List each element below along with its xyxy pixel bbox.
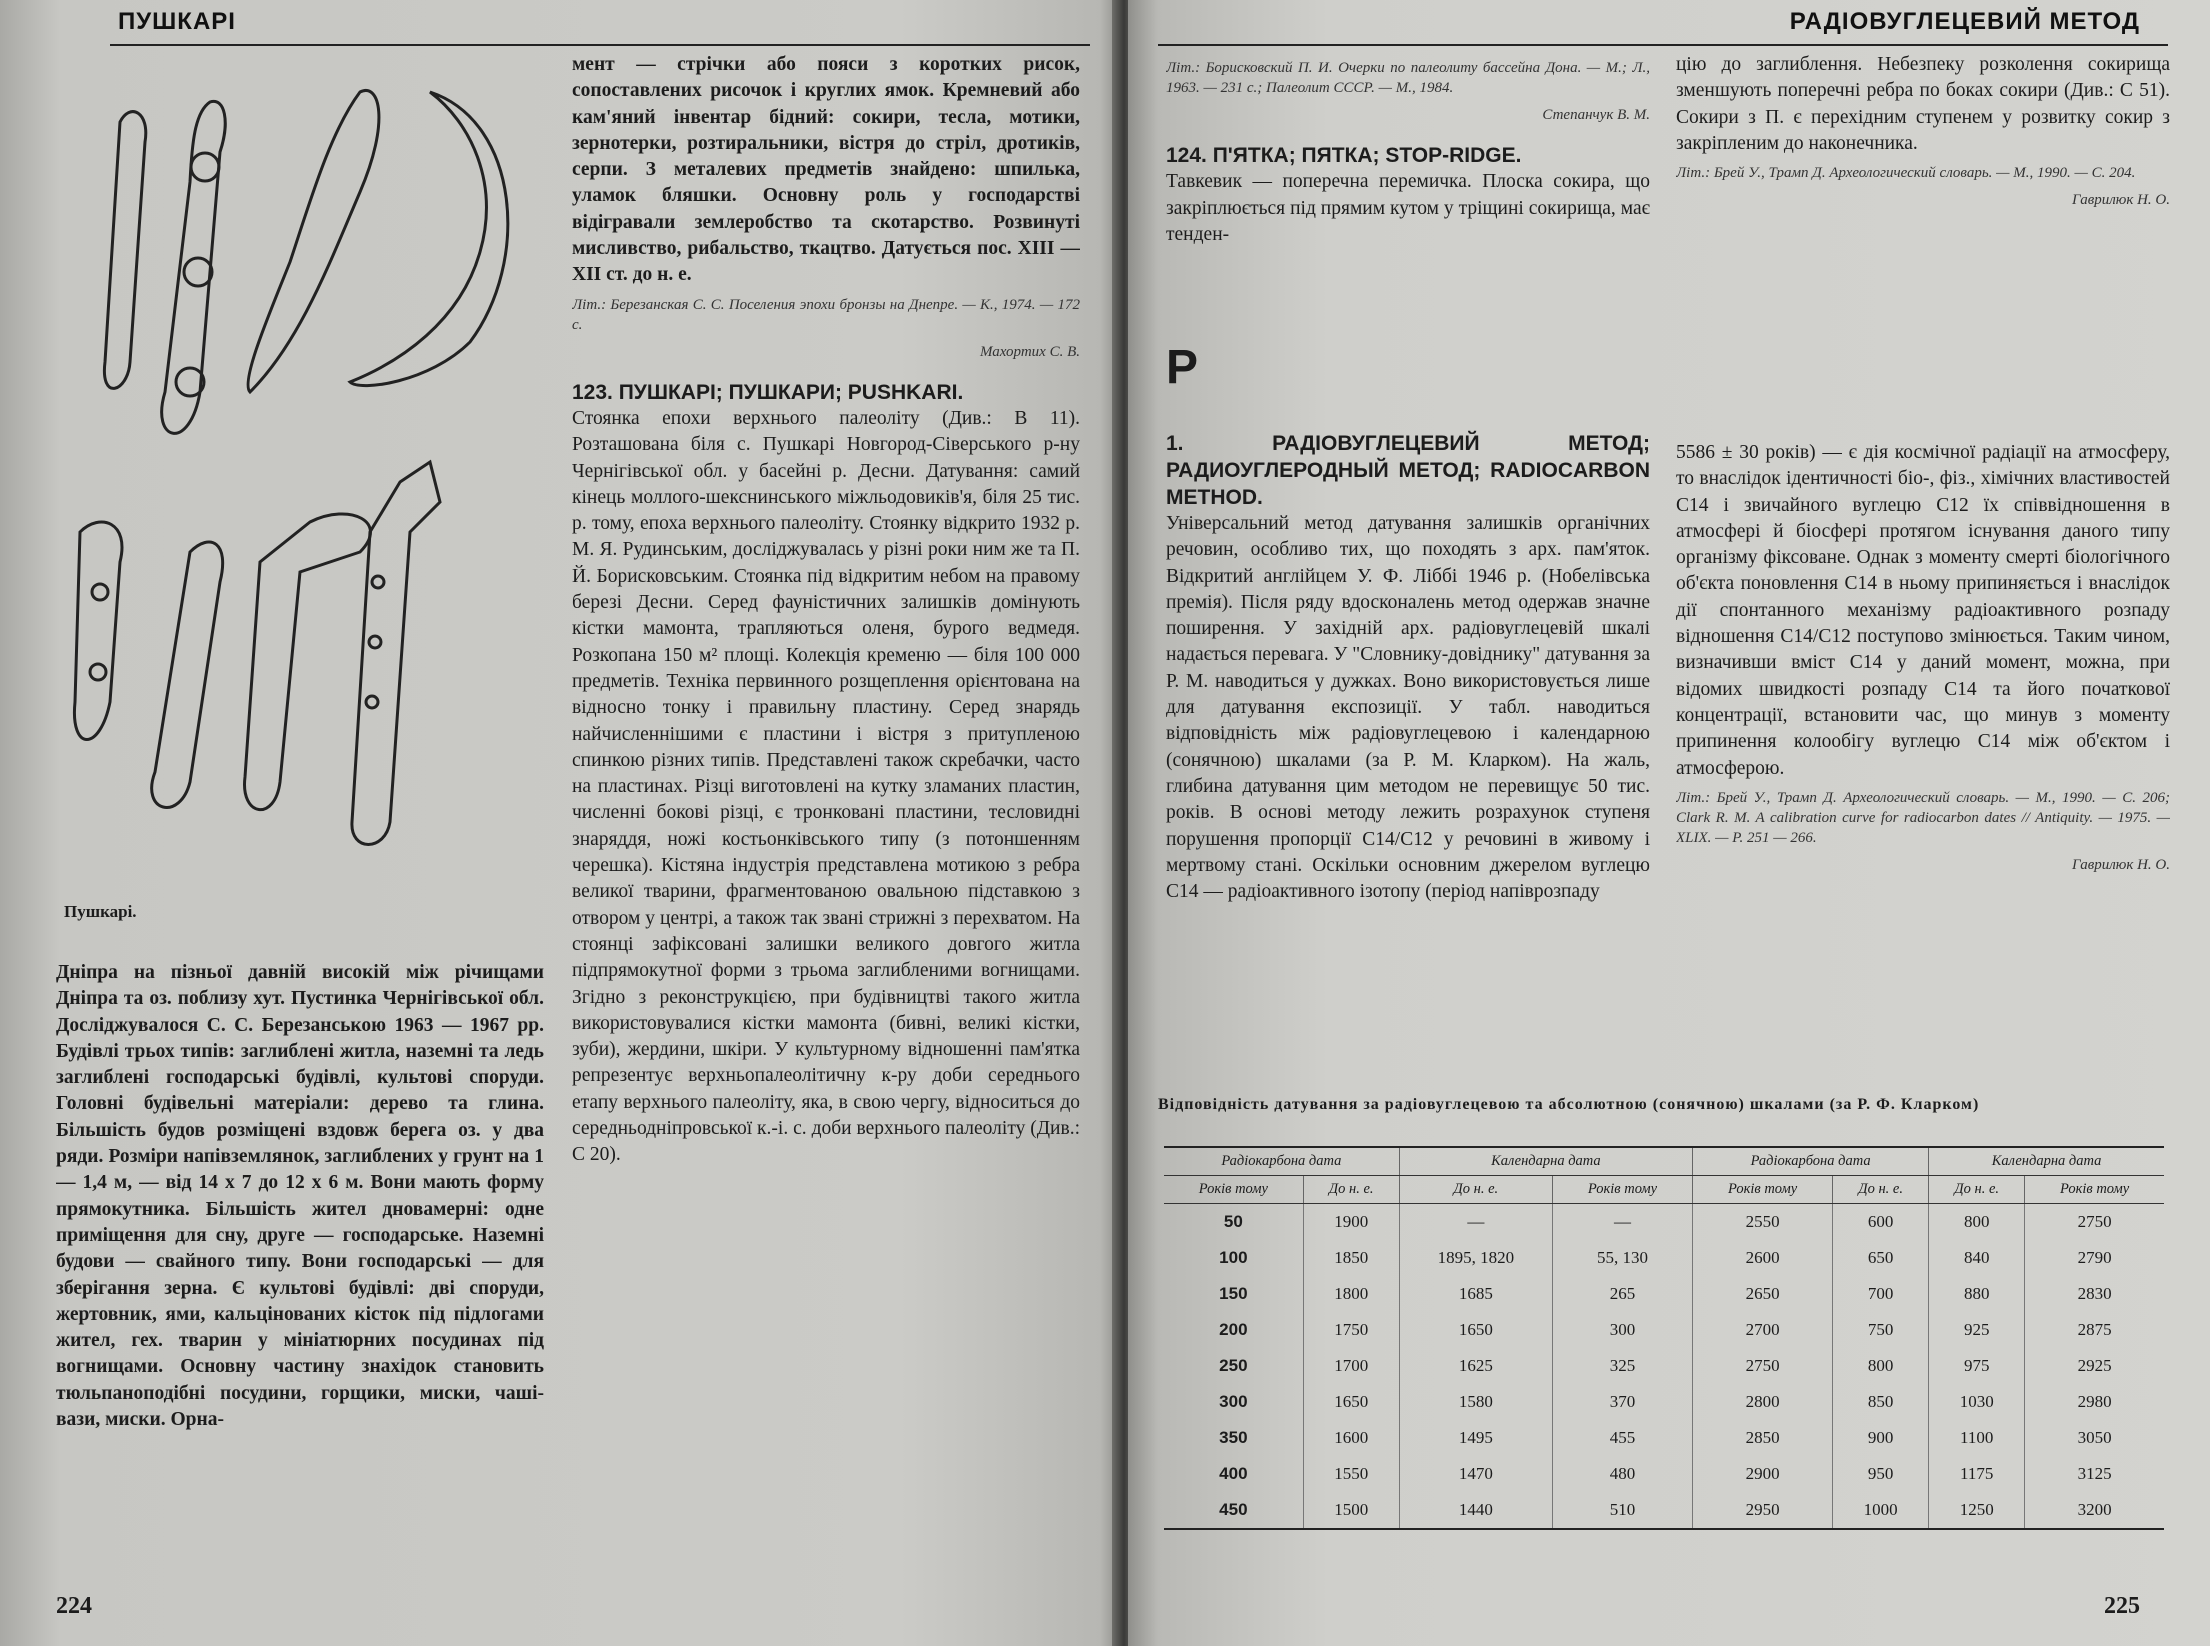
left-head-rule <box>110 44 1090 46</box>
table-group-header: Радіокарбона дата <box>1693 1147 1929 1176</box>
table-cell: 1750 <box>1303 1312 1399 1348</box>
table-cell: 2980 <box>2077 1392 2112 1411</box>
right-running-head: РАДІОВУГЛЕЦЕВИЙ МЕТОД <box>1789 8 2140 35</box>
table-column-header: До н. е. <box>1929 1176 2025 1204</box>
radiocarbon-calibration-table <box>1164 1146 2164 1530</box>
table-caption: Відповідність датування за радіовуглецевою та абсолютною (сонячною) шкалами (за Р. Ф. Кларком) <box>1158 1096 1980 1113</box>
table-cell: 1800 <box>1303 1276 1399 1312</box>
table-column-header: Років тому <box>2025 1176 2164 1204</box>
table-cell: 300 <box>1552 1312 1692 1348</box>
table-row <box>1164 1384 2164 1420</box>
table-row <box>1164 1312 2164 1348</box>
table-cell: 265 <box>1552 1276 1692 1312</box>
table-cell: 840 <box>1929 1240 2025 1276</box>
table-cell: 2900 <box>1693 1456 1833 1492</box>
pushkari-artifacts-illustration <box>60 62 580 892</box>
entry-123-literature: Літ.: Борисковский П. И. Очерки по палеолиту бассейна Дона. — М.; Л., 1963. — 231 с.; Палеолит СССР. — М., 1984. <box>1166 60 1650 96</box>
right-column-1-top <box>1166 52 1650 312</box>
table-cell: 300 <box>1164 1384 1303 1420</box>
table-cell: 480 <box>1552 1456 1692 1492</box>
left-column-1 <box>56 960 544 1620</box>
table-cell: 700 <box>1833 1276 1929 1312</box>
table-cell: 1850 <box>1303 1240 1399 1276</box>
table-cell: 1895, 1820 <box>1399 1240 1552 1276</box>
table-cell: 1580 <box>1399 1384 1552 1420</box>
table-cell: 2750 <box>2077 1212 2112 1231</box>
table-row <box>1164 1492 2164 1529</box>
table-cell: 1900 <box>1303 1204 1399 1241</box>
table-cell: 1495 <box>1399 1420 1552 1456</box>
table-cell: 2790 <box>2077 1248 2112 1267</box>
table-cell: 975 <box>1929 1348 2025 1384</box>
right-page-number: 225 <box>2104 1593 2140 1619</box>
table-cell: 2750 <box>1693 1348 1833 1384</box>
table-cell: 2600 <box>1693 1240 1833 1276</box>
left-running-head: ПУШКАРІ <box>118 8 236 35</box>
table-column-header: До н. е. <box>1833 1176 1929 1204</box>
table-cell: 370 <box>1552 1384 1692 1420</box>
table-row <box>1164 1240 2164 1276</box>
table-cell: 455 <box>1552 1420 1692 1456</box>
table-row <box>1164 1276 2164 1312</box>
table-cell: 950 <box>1833 1456 1929 1492</box>
entry-122-author: Махортих С. В. <box>979 343 1080 360</box>
table-column-header: Років тому <box>1693 1176 1833 1204</box>
table-cell: 1175 <box>1929 1456 2025 1492</box>
right-page <box>1128 0 2210 1646</box>
table-column-header: Років тому <box>1552 1176 1692 1204</box>
table-cell: 3050 <box>2077 1428 2112 1447</box>
table-cell: 1650 <box>1303 1384 1399 1420</box>
table-body <box>1164 1204 2164 1530</box>
entry-123-text: Стоянка епохи верхнього палеоліту (Див.: В 11). Розташована біля с. Пушкарі Новгород-Сіверського р-ну Чернігівської обл. у басейні р. Десни. Датування: самий кінець моллого-шекснинського міжльодовиків'я, біля 25 тис. р. тому, епоха верхнього палеоліту. Стоянку відкрито 1932 р. М. Я. Рудинським, досліджувалась у різні роки ним же та П. Й. Борисковським. Стоянка під відкритим небом на правому березі Десни. Серед фауністичних залишків домінують кістки мамонта, трапляються оленя, бурого ведмедя. Розкопана 150 м² площі. Колекція кременю — біля 100 000 предметів. Техніка первинного розщеплення орієнтована на відносно тонку і правильну пластину. Серед знарядь найчисленнішими є пластини і вістря з притупленою спинкою різних типів. Представлені також скребачки, часто на пластинах. Різці виготовлені на кутку зламаних пластин, численні бокові різці, є тронковані пластини, тесловидні знаряддя, ножі костьонківського типу (з потоншенням черешка). Кістяна індустрія представлена мотикою з ребра великої тварини, фрагментованою овальною підставкою з отвором у центрі, а також так звані стрижні з перехватом. На стоянці зафіксовані залишки великого довгого житла підпрямокутної форми з трьома заглибленими вогнищами. Згідно з реконструкцією, при будівництві такого житла використовувалися кістки мамонта (бивні, великі кістки, зуби), жердини, шкіри. У культурному відношенні пам'ятка репрезентує верхньопалеолітичну к-ру доби середнього етапу верхнього палеоліту, яка, в свою чергу, відноситься до середньодніпровської к.-і. с. доби верхнього палеоліту (Див.: С 20). <box>572 407 1080 1166</box>
table-cell: 55, 130 <box>1552 1240 1692 1276</box>
right-column-2-top <box>1676 52 2170 272</box>
table-cell: 850 <box>1833 1384 1929 1420</box>
table-row <box>1164 1204 2164 1241</box>
entry-123-author: Степанчук В. М. <box>1542 107 1650 123</box>
table-cell: 450 <box>1164 1492 1303 1529</box>
entry-radiocarbon-text-cont: 5586 ± 30 років) — є дія космічної радіації на атмосферу, то внаслідок ідентичності біо-, фіз., хімічних властивостей C14 і звичайного вуглецю C12 їх співвідношення в атмосфері й біосфері протягом існування даного типу організму фіксоване. Однак з моменту смерті біологічного об'єкта поновлення C14 в ньому припиняється і внаслідок дії спонтанного механізму радіоактивного розпаду відношення C14/C12 поступово змінюється. Таким чином, визначивши вміст C14 у даний момент, можна, при відомих швидкості розпаду C14 та його початкової концентрації, встановити час, що минув з моменту припинення колообігу вуглецю C14 між об'єктом і атмосферою. <box>1676 442 2170 779</box>
table-row <box>1164 1456 2164 1492</box>
entry-radiocarbon-literature: Літ.: Брей У., Трамп Д. Археологический словарь. — М., 1990. — С. 206; Clark R. M. A calibration curve for radiocarbon dates // Antiquity. — 1975. — XLIX. — P. 251 — 266. <box>1676 789 2170 846</box>
table-cell: 2650 <box>1693 1276 1833 1312</box>
table-row <box>1164 1348 2164 1384</box>
table-cell: 880 <box>1929 1276 2025 1312</box>
entry-radiocarbon-heading: 1. РАДІОВУГЛЕЦЕВИЙ МЕТОД; РАДИОУГЛЕРОДНЫЙ МЕТОД; RADIOCARBON METHOD. <box>1166 432 1650 509</box>
table-cell: — <box>1399 1204 1552 1241</box>
table-group-header: Календарна дата <box>1929 1147 2164 1176</box>
table-cell: 925 <box>1929 1312 2025 1348</box>
entry-124-literature: Літ.: Брей У., Трамп Д. Археологический словарь. — М., 1990. — С. 204. <box>1676 165 2136 182</box>
table-cell: 1550 <box>1303 1456 1399 1492</box>
right-column-1 <box>1166 430 1650 1070</box>
table-row <box>1164 1420 2164 1456</box>
table-cell: 50 <box>1164 1204 1303 1241</box>
table-cell: 1625 <box>1399 1348 1552 1384</box>
table-cell: 1600 <box>1303 1420 1399 1456</box>
pushkari-settlement-text: Дніпра на пізньої давній високій між річищами Дніпра та оз. поблизу хут. Пустинка Чернігівської обл. Досліджувалося С. С. Березанською 1963 — 1967 рр. Будівлі трьох типів: заглиблені житла, наземні та ледь заглиблені господарські будівлі, культові споруди. Головні будівельні матеріали: дерево та глина. Більшість будов розміщені вздовж берега оз. у два ряди. Розміри напівземлянок, заглиблених у грунт на 1 — 1,4 м, — від 14 х 7 до 12 х 6 м. Вони мають форму прямокутника. Більшість жител дновамерні: одне приміщення для сну, друге — господарське. Наземні будови — свайного типу. Вони господарські — для зберігання зерна. Є культові будівлі: дві споруди, жертовник, ями, кальцінованих кісток під підлогами жител, гех. тварин у мініатюрних посудинах під вогнищами. Основну частину знахідок становить тюльпаноподібні посудини, горщики, миски, чаші-вази, миски. Орна- <box>56 962 544 1431</box>
table-cell: 1500 <box>1303 1492 1399 1529</box>
left-column-2 <box>572 52 1080 1592</box>
table-cell: 400 <box>1164 1456 1303 1492</box>
table-cell: 800 <box>1833 1348 1929 1384</box>
table-cell: 1440 <box>1399 1492 1552 1529</box>
table-cell: 150 <box>1164 1276 1303 1312</box>
figure-caption: Пушкарі. <box>64 902 137 921</box>
table-cell: 650 <box>1833 1240 1929 1276</box>
entry-124-heading: 124. П'ЯТКА; ПЯТКА; STOP-RIDGE. <box>1166 144 1522 168</box>
table-cell: 750 <box>1833 1312 1929 1348</box>
table-cell: 3125 <box>2077 1464 2112 1483</box>
table-cell: 1700 <box>1303 1348 1399 1384</box>
table-cell: 100 <box>1164 1240 1303 1276</box>
table-cell: 1030 <box>1929 1384 2025 1420</box>
table-column-header: До н. е. <box>1399 1176 1552 1204</box>
table-cell: 2550 <box>1693 1204 1833 1241</box>
table-cell: 325 <box>1552 1348 1692 1384</box>
entry-124-text-cont: цію до заглиблення. Небезпеку розколення сокирища зменшують поперечні ребра по боках сокири (Див.: С 51). Сокири з П. є перехідним ступенем у розвитку сокир з закріпленим до наконечника. <box>1676 54 2170 154</box>
table-cell: 2925 <box>2077 1356 2112 1375</box>
table-cell: 350 <box>1164 1420 1303 1456</box>
table-cell: 1100 <box>1929 1420 2025 1456</box>
table-cell: 2800 <box>1693 1384 1833 1420</box>
table-cell: 2700 <box>1693 1312 1833 1348</box>
table-cell: 510 <box>1552 1492 1692 1529</box>
entry-124-text: Тавкевик — поперечна перемичка. Плоска сокира, що закріплюється під прямим кутом у тріщині сокирища, має тенден- <box>1166 171 1650 245</box>
right-column-2 <box>1676 440 2170 1050</box>
entry-radiocarbon-text: Універсальний метод датування залишків органічних речовин, особливо тих, що походять з арх. пам'яток. Відкритий англійцем У. Ф. Ліббі 1946 р. (Нобелівська премія). Після ряду вдосконалень метод одержав значне поширення. У західній арх. радіовуглецевій шкалі надається перевага. У "Словнику-довіднику" датування за Р. М. наводиться у дужках. Воно використовується лише для датування експозиції. У табл. наводиться відповідність між радіовуглецевою і календарною (сонячною) шкалами (за Р. М. Кларком). На жаль, глибина датування цим методом не перевищує 50 тис. років. В основі методу лежить розрахунок ступеня порушення пропорції C14/C12 у речовині в живому і мертвому стані. Оскільки основним джерелом вуглецю C14 — радіоактивного ізотопу (період напіврозпаду <box>1166 513 1650 903</box>
table-cell: 1000 <box>1833 1492 1929 1529</box>
table-cell: 900 <box>1833 1420 1929 1456</box>
table-subheader-row <box>1164 1176 2164 1204</box>
entry-122-literature: Літ.: Березанская С. С. Поселения эпохи бронзы на Днепре. — К., 1974. — 172 с. <box>572 296 1080 333</box>
entry-124-author: Гаврилюк Н. О. <box>2072 192 2170 209</box>
entry-123-heading: 123. ПУШКАРІ; ПУШКАРИ; PUSHKARI. <box>572 380 964 404</box>
table-cell: 1250 <box>1929 1492 2025 1529</box>
left-page-number: 224 <box>56 1593 92 1619</box>
table-cell: 2830 <box>2077 1284 2112 1303</box>
table-cell: 200 <box>1164 1312 1303 1348</box>
table-cell: 800 <box>1929 1204 2025 1241</box>
table-column-header: Років тому <box>1164 1176 1303 1204</box>
table-cell: 1470 <box>1399 1456 1552 1492</box>
table-cell: 2850 <box>1693 1420 1833 1456</box>
table-cell: 2950 <box>1693 1492 1833 1529</box>
right-head-rule <box>1158 44 2168 46</box>
table-column-header: До н. е. <box>1303 1176 1399 1204</box>
table-cell: 2875 <box>2077 1320 2112 1339</box>
entry-122-text: мент — стрічки або пояси з коротких рисок, сопоставлених рисочок і круглих ямок. Кремневий або кам'яний інвентар бідний: сокири, тесла, мотики, зернотерки, розтиральники, вістря до стріл, дротиків, серпи. З металевих предметів знайдено: шпилька, уламок бляшки. Основну роль у господарстві відігравали землеробство та скотарство. Розвинуті мисливство, рибальство, ткацтво. Датується пос. XIII — XII ст. до н. е. <box>572 54 1080 286</box>
table-cell: 600 <box>1833 1204 1929 1241</box>
table-group-header: Календарна дата <box>1399 1147 1692 1176</box>
entry-radiocarbon-author: Гаврилюк Н. О. <box>2072 856 2170 873</box>
table-cell: — <box>1552 1204 1692 1241</box>
table-cell: 3200 <box>2025 1492 2164 1529</box>
table-cell: 1685 <box>1399 1276 1552 1312</box>
section-letter: Р <box>1166 341 1199 394</box>
table-group-header: Радіокарбона дата <box>1164 1147 1399 1176</box>
table-cell: 1650 <box>1399 1312 1552 1348</box>
table-cell: 250 <box>1164 1348 1303 1384</box>
